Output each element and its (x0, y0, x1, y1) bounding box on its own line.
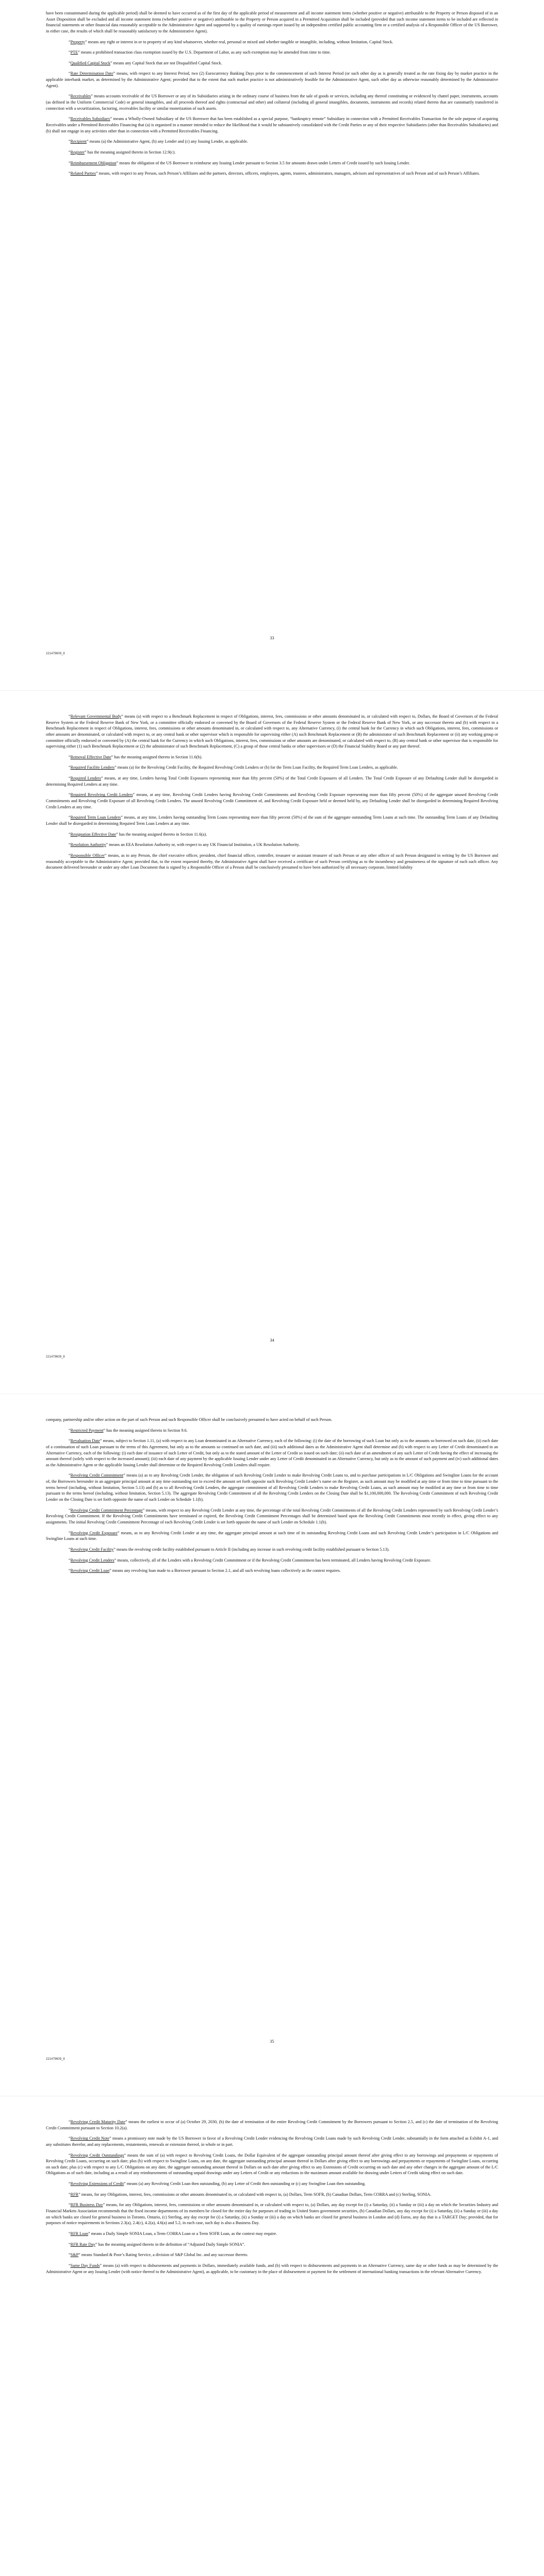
page-divider (0, 690, 544, 691)
document-id: 221479609_8 (46, 1355, 65, 1359)
definition-revolving-credit-note: “Revolving Credit Note” means a promissory note made by the US Borrower in favor of a Revolving Credit Lender evidencing the Revolving Credit Loans made by such Revolving Credit Lender, substantially in the form attached as Exhibit A-1, and any substitutes therefor, and any replacements, restatements, renewals or extension thereof, in whole or in part. (46, 2136, 498, 2147)
definition-required-lenders: “Required Lenders” means, at any time, Lenders having Total Credit Exposures representing more than fifty percent (50%) of the Total Credit Exposures of all Lenders. The Total Credit Exposure of any Defaulting Lender shall be disregarded in determining Required Lenders at any time. (46, 776, 498, 787)
definition-resignation-effective-date: “Resignation Effective Date” has the meaning assigned thereto in Section 11.6(a). (69, 832, 207, 837)
definition-qualified-capital-stock: “Qualified Capital Stock” means any Capital Stock that are not Disqualified Capital Stock. (69, 60, 222, 65)
definition-property: “Property” means any right or interest in or to property of any kind whatsoever, whether real, personal or mixed and whether tangible or intangible, including, without limitation, Capital Stock. (69, 39, 393, 44)
definition-revolving-credit-lenders: “Revolving Credit Lenders” means, collectively, all of the Lenders with a Revolving Credit Commitment or if the Revolving Credit Commitment has been terminated, all Lenders having Revolving Credit Exposure. (69, 1557, 431, 1563)
definition-revolving-credit-facility: “Revolving Credit Facility” means the revolving credit facility established pursuant to Article II (including any increase in such revolving credit facility established pursuant to Section 5.13). (69, 1547, 390, 1552)
page-number: 34 (270, 1338, 274, 1343)
definition-register: “Register” has the meaning assigned thereto in Section 12.9(c). (69, 149, 176, 155)
document-id: 221479609_8 (46, 2058, 65, 2061)
definition-revaluation-date: “Revaluation Date” means, subject to Section 1.11, (a) with respect to any Loan denominated in an Alternative Currency, each of the following: (i) the date of the borrowing of such Loan but only as to the amounts so borrowed on such date, (ii) each date of a continuation of such Loan pursuant to the terms of this Agreement, but only as to the amounts so continued on such date, and (iii) such additional dates as the Administrative Agent shall determine and (b) with respect to any Letter of Credit denominated in an Alternative Currency, each of the following: (i) each date of issuance of such Letter of Credit, but only as to the stated amount of the Letter of Credit so issued on such date; (ii) each date of an amendment of any such Letter of Credit having the effect of increasing the amount thereof (solely with respect to the increased amount); (iii) each date of any payment by the applicable Issuing Lender under any Letter of Credit denominated in an Alternative Currency, but only as to the amount of such payment and (iv) such additional dates as the Administrative Agent or the applicable Issuing Lender shall determine or the Required Revolving Credit Lenders shall require. (46, 1438, 498, 1467)
definition-required-facility-lenders: “Required Facility Lenders” means (a) for the Revolving Credit Facility, the Required Revolving Credit Lenders or (b) for the Term Loan Facility, the Required Term Loan Lenders, as applicable. (69, 765, 398, 770)
definition-revolving-extensions-of-credit: “Revolving Extensions of Credit” means (a) any Revolving Credit Loan then outstanding, (b) any Letter of Credit then outstanding or (c) any Swingline Loan then outstanding. (69, 2181, 366, 2187)
definition-pte: “PTE” means a prohibited transaction class exemption issued by the U.S. Department of Labor, as any such exemption may be amended from time to time. (69, 50, 331, 55)
definition-resolution-authority: “Resolution Authority” means an EEA Resolution Authority or, with respect to any UK Financial Institution, a UK Resolution Authority. (69, 842, 300, 848)
definition-receivables: “Receivables” means accounts receivable of the US Borrower or any of its Subsidiaries arising in the ordinary course of business from the sale of goods or services, including any thereof constituting or evidenced by chattel paper, instruments, accounts (as defined in the Uniform Commercial Code) or general intangibles, and all proceeds thereof and rights (contractual and other) and collateral (including all general intangibles, documents, instruments and records) related thereto that are customarily transferred in connection with a securitization, factoring, receivables facility or similar monetization of such assets. (46, 94, 498, 111)
definition-required-revolving-credit-lenders: “Required Revolving Credit Lenders” means, at any time, Revolving Credit Lenders having Revolving Credit Commitments and Revolving Credit Exposure representing more than fifty percent (50%) of the aggregate unused Revolving Credit Commitments and Revolving Credit Exposure of all Revolving Credit Lenders. The unused Revolving Credit Commitment of, and Revolving Credit Exposure held or deemed held by, any Defaulting Lender shall be disregarded in determining Required Revolving Credit Lenders at any time. (46, 792, 498, 809)
definition-continuation: have been consummated during the applicable period) shall be deemed to have occurred as of the first day of the applicable period of measurement and all income statement items (whether positive or negative) attributable to the Property or Person disposed of in an Asset Disposition shall be excluded and all income statement items (whether positive or negative) attributable to the Property or Person acquired in a Permitted Acquisition shall be included (provided that such income statement items to be included are reflected in financial statements or other financial data reasonably acceptable to the Administrative Agent and supported by a quality of earnings report issued by an independent certified public accounting firm or a certified analysis of a Responsible Officer of the US Borrower, in either case, the results of which shall be reasonably satisfactory to the Administrative Agent). (46, 11, 498, 33)
definition-receivables-subsidiary: “Receivables Subsidiary” means a Wholly-Owned Subsidiary of the US Borrower that has been established as a special purpose, “bankruptcy remote” Subsidiary in connection with a Permitted Receivables Transaction for the sole purpose of acquiring Receivables under a Permitted Receivables Financing that (a) is organized in a manner intended to reduce the likelihood that it would be substantively consolidated with the Credit Parties or any of their respective Subsidiaries (other than Receivables Subsidiaries) and (b) shall not engage in any activities other than in connection with a Permitted Receivables Financing. (46, 116, 498, 133)
page-35-body (46, 1417, 498, 1579)
definition-rfr-business-day: “RFR Business Day” means, for any Obligations, interest, fees, commissions or other amounts denominated in, or calculated with respect to, (a) Dollars, any day except for (i) a Saturday, (ii) a Sunday or (iii) a day on which the Securities Industry and Financial Markets Association recommends that the fixed income departments of its members be closed for the entire day for purposes of trading in United States government securities, (b) Canadian Dollars, any day except for (i) a Saturday, (ii) a Sunday or (iii) a day on which banks are closed for general business in Toronto, Ontario, (c) Sterling, any day except for (i) a Saturday, (ii) a Sunday or (iii) a day on which banks are closed for general business in London and (d) Euros, any day that is a TARGET Day; provided, that for purposes of notice requirements in Sections 2.3(a), 2.4(c), 4.2(a), 4.6(a) and 5.2, in each case, such day is also a Business Day. (46, 2202, 498, 2226)
definition-rfr: “RFR” means, for any Obligations, interest, fees, commissions or other amounts denominated in, or calculated with respect to, (a) Dollars, Term SOFR, (b) Canadian Dollars, Term CORRA and (c) Sterling, SONIA. (69, 2192, 432, 2197)
definition-responsible-officer: “Responsible Officer” means, as to any Person, the chief executive officer, president, chief financial officer, controller, treasurer or assistant treasurer of such Person or any other officer of such Person designated in writing by the US Borrower and reasonably acceptable to the Administrative Agent; provided that, to the extent requested thereby, the Administrative Agent shall have received a certificate of such Person certifying as to the incumbency and genuineness of the signature of each such officer. Any document delivered hereunder or under any other Loan Document that is signed by a Responsible Officer of a Person shall be conclusively presumed to have been authorized by all necessary corporate, limited liability (46, 853, 498, 870)
definition-related-parties: “Related Parties” means, with respect to any Person, such Person’s Affiliates and the partners, directors, officers, employees, agents, trustees, administrators, managers, advisors and representatives of such Person and of such Person’s Affiliates. (69, 171, 480, 176)
definition-revolving-credit-exposure: “Revolving Credit Exposure” means, as to any Revolving Credit Lender at any time, the aggregate principal amount at such time of its outstanding Revolving Credit Loans and such Revolving Credit Lender’s participation in L/C Obligations and Swingline Loans at such time. (46, 1530, 498, 1541)
document-id: 221479609_8 (46, 652, 65, 655)
definition-recipient: “Recipient” means (a) the Administrative Agent, (b) any Lender and (c) any Issuing Lender, as applicable. (69, 139, 248, 144)
definition-revolving-credit-loan: “Revolving Credit Loan” means any revolving loan made to a Borrower pursuant to Section 2.1, and all such revolving loans collectively as the context requires. (69, 1568, 341, 1573)
definition-revolving-credit-maturity-date: “Revolving Credit Maturity Date” means the earliest to occur of (a) October 29, 2030, (b) the date of termination of the entire Revolving Credit Commitment by the Borrowers pursuant to Section 2.5, and (c) the date of termination of the Revolving Credit Commitment pursuant to Section 10.2(a). (46, 2120, 499, 2130)
definition-restricted-payment: “Restricted Payment” has the meaning assigned thereto in Section 9.6. (69, 1428, 188, 1433)
definition-same-day-funds: “Same Day Funds” means (a) with respect to disbursements and payments in Dollars, immediately available funds, and (b) with respect to disbursements and payments in an Alternative Currency, same day or other funds as may be determined by the Administrative Agent or any Issuing Lender (with notice thereof to the Administrative Agent), as applicable, to be customary in the place of disbursement or payment for the settlement of international banking transactions in the relevant Alternative Currency. (46, 2263, 498, 2274)
definition-rate-determination-date: “Rate Determination Date” means, with respect to any Interest Period, two (2) Eurocurrency Banking Days prior to the commencement of such Interest Period (or such other day as is generally treated as the rate fixing day by market practice in the applicable interbank market, as determined by the Administrative Agent; provided that to the extent that such market practice is not administratively feasible for the Administrative Agent, such other day as otherwise reasonably determined by the Administrative Agent). (46, 71, 498, 88)
definition-rfr-rate-day: “RFR Rate Day” has the meaning assigned thereto in the definition of “Adjusted Daily Simple SONIA”. (69, 2242, 245, 2247)
definition-continuation: company, partnership and/or other action on the part of such Person and such Responsible Officer shall be conclusively presumed to have acted on behalf of such Person. (46, 1417, 333, 1422)
page-number: 33 (270, 636, 274, 640)
definition-relevant-governmental-body: “Relevant Governmental Body” means (a) with respect to a Benchmark Replacement in respect of Obligations, interest, fees, commissions or other amounts denominated in, or calculated with respect to, Dollars, the Board of Governors of the Federal Reserve System or the Federal Reserve Bank of New York, or a committee officially endorsed or convened by the Board of Governors of the Federal Reserve System or the Federal Reserve Bank of New York, or any successor thereto and (b) with respect to a Benchmark Replacement in respect of Obligations, interest, fees, commissions or other amounts denominated in, or calculated with respect to, any Alternative Currency, (i) the central bank for the Currency in which such Obligations, interest, fees, commissions or other amounts are denominated, or calculated with respect to, or any central bank or other supervisor which is responsible for supervising either (A) such Benchmark Replacement or (B) the administrator of such Benchmark Replacement or (ii) any working group or committee officially endorsed or convened by (A) the central bank for the Currency in which such Obligations, interest, fees, commissions or other amounts are denominated, or calculated with respect to, (B) any central bank or other supervisor that is responsible for supervising either (1) such Benchmark Replacement or (2) the administrator of such Benchmark Replacement, (C) a group of those central banks or other supervisors or (D) the Financial Stability Board or any part thereof. (46, 714, 498, 749)
definition-reimbursement-obligation: “Reimbursement Obligation” means the obligation of the US Borrower to reimburse any Issuing Lender pursuant to Section 3.5 for amounts drawn under Letters of Credit issued by such Issuing Lender. (69, 160, 410, 165)
definition-s-and-p: “S&P” means Standard & Poor’s Rating Service, a division of S&P Global Inc. and any successor thereto. (69, 2252, 249, 2258)
page-33-body (46, 10, 498, 181)
definition-required-term-loan-lenders: “Required Term Loan Lenders” means, at any time, Lenders having outstanding Term Loans representing more than fifty percent (50%) of the sum of the aggregate outstanding Term Loans at such time. The outstanding Term Loans of any Defaulting Lender shall be disregarded in determining Required Term Loan Lenders at any time. (46, 815, 498, 826)
page-36-body (46, 2119, 498, 2279)
page-number: 35 (270, 2039, 274, 2044)
definition-revolving-credit-commitment: “Revolving Credit Commitment” means (a) as to any Revolving Credit Lender, the obligation of such Revolving Credit Lender to make Revolving Credit Loans to, and to purchase participations in L/C Obligations and Swingline Loans for the account of, the Borrowers hereunder in an aggregate principal amount at any time outstanding not to exceed the amount set forth opposite such Revolving Credit Lender’s name on the Register, as such amount may be modified at any time or from time to time pursuant to the terms hereof (including, without limitation, Section 5.13) and (b) as to all Revolving Credit Lenders, the aggregate commitment of all Revolving Credit Lenders to make Revolving Credit Loans, as such amount may be modified at any time or from time to time pursuant to the terms hereof (including, without limitation, Section 5.13). The aggregate Revolving Credit Commitment of all the Revolving Credit Lenders on the Closing Date shall be $1,100,000,000. The Revolving Credit Commitment of each Revolving Credit Lender on the Closing Date is set forth opposite the name of such Lender on Schedule 1.1(b). (46, 1473, 499, 1502)
definition-revolving-credit-commitment-percentage: “Revolving Credit Commitment Percentage” means, with respect to any Revolving Credit Lender at any time, the percentage of the total Revolving Credit Commitments of all the Revolving Credit Lenders represented by such Revolving Credit Lender’s Revolving Credit Commitment. If the Revolving Credit Commitments have terminated or expired, the Revolving Credit Commitment Percentages shall be determined based upon the Revolving Credit Commitments most recently in effect, giving effect to any assignments. The initial Revolving Credit Commitment Percentage of each Revolving Credit Lender is set forth opposite the name of such Lender on Schedule 1.1(b). (46, 1507, 499, 1524)
definition-removal-effective-date: “Removal Effective Date” has the meaning assigned thereto in Section 11.6(b). (69, 754, 203, 759)
definition-rfr-loan: “RFR Loan” means a Daily Simple SONIA Loan, a Term CORRA Loan or a Term SOFR Loan, as the context may require. (69, 2231, 277, 2236)
definition-revolving-credit-outstandings: “Revolving Credit Outstandings” means the sum of (a) with respect to Revolving Credit Loans, the Dollar Equivalent of the aggregate outstanding principal amount thereof after giving effect to any borrowings and prepayments or repayments of Revolving Credit Loans, occurring on such date; plus (b) with respect to Swingline Loans, on any date, the aggregate outstanding principal amount thereof in Dollars after giving effect to any borrowings and prepayments or repayments of Swingline Loans, occurring on such date; plus (c) with respect to any L/C Obligations on any date, the aggregate outstanding amount thereof in Dollars on such date after giving effect to any Extensions of Credit occurring on such date and any other changes in the aggregate amount of the L/C Obligations as of such date, including as a result of any reimbursements of outstanding unpaid drawings under any Letters of Credit or any reductions in the maximum amount available for drawing under Letters of Credit taking effect on such date. (46, 2153, 498, 2176)
page-34-body (46, 714, 498, 875)
